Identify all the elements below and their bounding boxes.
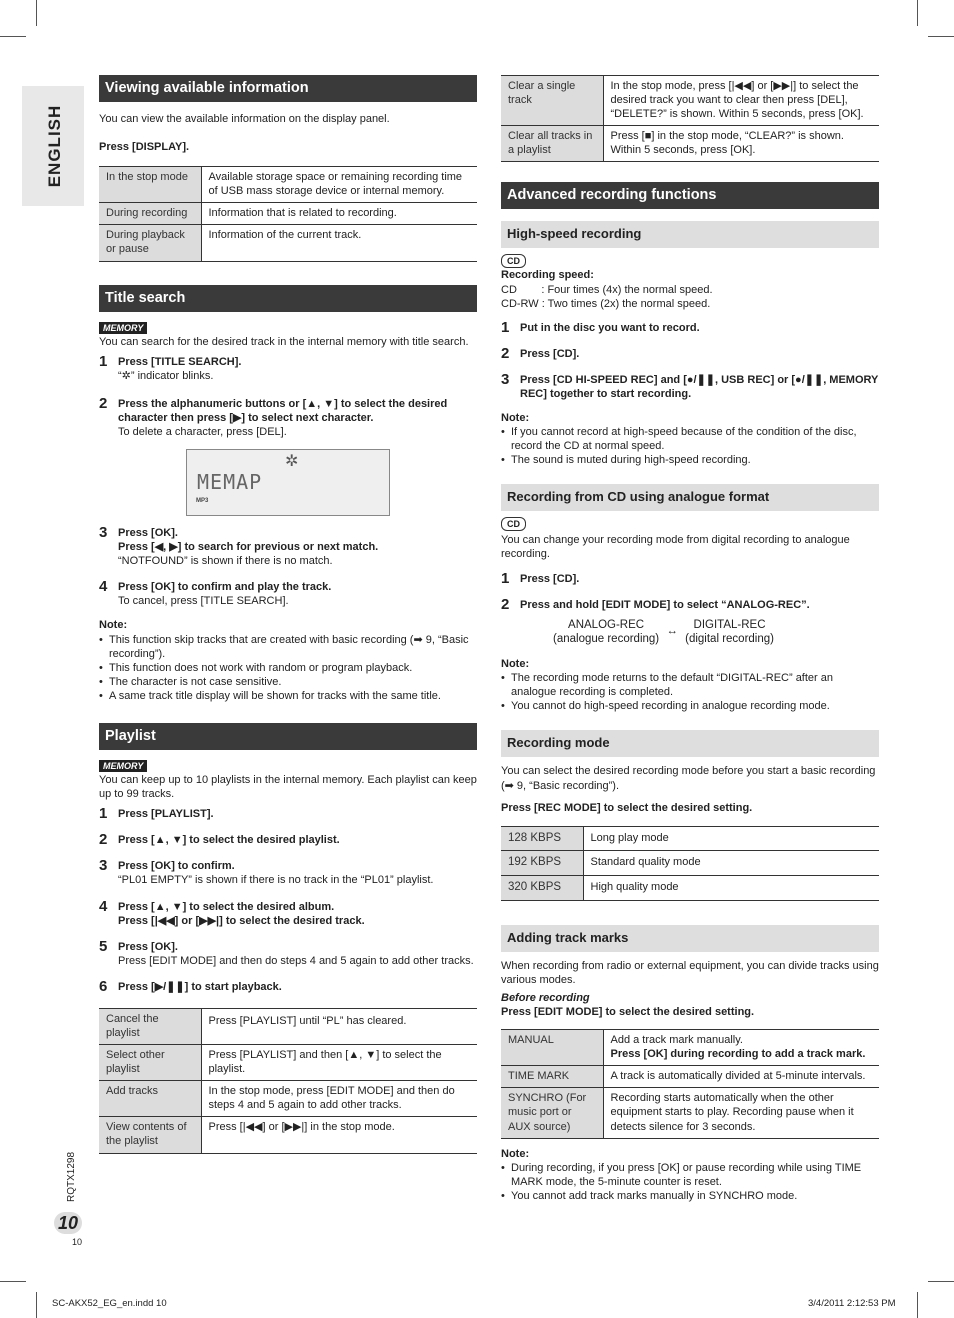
playlist-intro: You can keep up to 10 playlists in the internal memory. Each playlist can keep up to 99 tracks.: [99, 774, 477, 801]
table-key: In the stop mode: [99, 167, 201, 203]
step-instruction: Press [▲, ▼] to select the desired playlist.: [118, 834, 340, 847]
step-instruction: Press [PLAYLIST].: [118, 808, 214, 821]
crop-mark: [928, 1281, 954, 1282]
playlist-step: [99, 937, 477, 968]
recmode-intro: You can select the desired recording mode before you start a basic recording (➡ 9, “Basic recording”).: [501, 765, 876, 792]
recmode-press: Press [REC MODE] to select the desired setting.: [501, 801, 753, 814]
step-number: 3: [99, 857, 108, 875]
track-marks-intro: When recording from radio or external equipment, you can divide tracks using various modes.: [501, 959, 879, 986]
table-key: MANUAL: [501, 1030, 603, 1066]
title-search-step: [99, 526, 477, 568]
list-item: • The sound is muted during high-speed recording.: [501, 453, 879, 467]
crop-mark: [36, 1292, 37, 1318]
step-instruction: Press [TITLE SEARCH].: [118, 355, 242, 368]
step-detail: To delete a character, press [DEL].: [118, 426, 287, 439]
viewing-info-press: Press [DISPLAY].: [99, 141, 190, 154]
cd-badge: CD: [501, 254, 526, 268]
playlist-step: [99, 859, 477, 887]
step-number: 4: [99, 897, 108, 915]
list-item: • The character is not case sensitive.: [99, 675, 477, 689]
highspeed-heading: High-speed recording: [501, 221, 879, 248]
table-row: [501, 876, 879, 901]
table-row: [501, 76, 879, 126]
step-number: 3: [501, 370, 510, 388]
playlist-step: [99, 833, 477, 847]
list-item: • If you cannot record at high-speed because of the condition of the disc, record the CD at normal speed.: [501, 425, 879, 453]
blink-indicator-icon: ✲: [285, 453, 299, 471]
table-key: Cancel the playlist: [99, 1008, 201, 1044]
print-date: 3/4/2011 2:12:53 PM: [808, 1298, 896, 1309]
step-number: 2: [99, 394, 108, 412]
step-number: 2: [501, 344, 510, 362]
list-item: • This function skip tracks that are created with basic recording (➡ 9, “Basic recording”).: [99, 633, 477, 661]
highspeed-step: [501, 370, 879, 401]
table-value: Add a track mark manually.: [610, 1034, 743, 1047]
cd-badge: CD: [501, 517, 526, 531]
crop-mark: [928, 36, 954, 37]
crop-mark: [917, 1292, 918, 1318]
step-detail: To cancel, press [TITLE SEARCH].: [118, 595, 289, 608]
table-key: During playback or pause: [99, 225, 201, 261]
step-detail: “PL01 EMPTY” is shown if there is no track in the “PL01” playlist.: [118, 874, 434, 887]
table-value: Information that is related to recording.: [201, 203, 477, 225]
step-instruction: Press [OK].: [118, 527, 178, 540]
step-instruction: Press [CD].: [520, 572, 580, 585]
list-item: • You cannot add track marks manually in SYNCHRO mode.: [501, 1189, 879, 1203]
mode-analog: ANALOG-REC: [568, 618, 645, 631]
playlist-table: [99, 1008, 477, 1154]
step-number: 3: [99, 524, 108, 542]
table-value: In the stop mode, press [|◀◀] or [▶▶|] to select the desired track you want to clear then press [DEL], “DELETE?” is shown. Within 5 seconds, press [OK].: [603, 76, 879, 126]
table-key: SYNCHRO (For music port or AUX source): [501, 1088, 603, 1138]
step-number: 1: [501, 569, 510, 587]
table-key: 192 KBPS: [501, 851, 583, 876]
step-number: 1: [99, 805, 108, 823]
note-title: Note:: [99, 619, 128, 632]
step-instruction: Press [CD HI-SPEED REC] and [●/❚❚, USB REC] or [●/❚❚, MEMORY REC] together to start recording.: [520, 373, 879, 400]
title-search-notes: [99, 633, 477, 703]
highspeed-step: [501, 344, 879, 362]
table-row: [99, 1081, 477, 1117]
list-item: • You cannot do high-speed recording in analogue recording mode.: [501, 699, 879, 713]
step-number: 1: [501, 318, 510, 336]
note-title: Note:: [501, 1147, 530, 1160]
track-marks-table: [501, 1029, 879, 1138]
document-code: RQTX1298: [66, 1151, 77, 1202]
list-item: • A same track title display will be shown for tracks with the same title.: [99, 689, 477, 703]
table-row: [501, 826, 879, 851]
table-key: Select other playlist: [99, 1045, 201, 1081]
table-row: [501, 1088, 879, 1138]
step-instruction: Press [OK] to confirm.: [118, 860, 235, 873]
crop-mark: [917, 0, 918, 26]
step-detail: “NOTFOUND” is shown if there is no match.: [118, 555, 333, 568]
table-value: High quality mode: [590, 881, 679, 894]
table-value: Press [|◀◀] or [▶▶|] in the stop mode.: [208, 1121, 395, 1134]
step-number: 2: [99, 831, 108, 849]
step-instruction: Put in the disc you want to record.: [520, 321, 700, 334]
playlist-heading: Playlist: [99, 723, 477, 750]
table-row: [501, 126, 879, 162]
crop-mark: [0, 36, 26, 37]
highspeed-notes: [501, 425, 879, 467]
speed-cdrw: CD-RW : Two times (2x) the normal speed.: [501, 297, 711, 310]
table-row: [99, 1117, 477, 1153]
memory-badge: MEMORY: [99, 760, 147, 772]
lcd-display-illustration: [186, 449, 390, 516]
viewing-info-intro: You can view the available information on the display panel.: [99, 113, 390, 125]
note-title: Note:: [501, 412, 530, 425]
mode-digital: DIGITAL-REC: [693, 618, 766, 631]
memory-badge: MEMORY: [99, 322, 147, 334]
note-title: Note:: [501, 658, 530, 671]
speed-label: Recording speed:: [501, 269, 594, 282]
table-key: TIME MARK: [501, 1066, 603, 1088]
table-key: 128 KBPS: [501, 826, 583, 851]
table-key: Clear a single track: [501, 76, 603, 126]
mode-toggle-diagram: [553, 618, 879, 647]
analogue-intro: You can change your recording mode from digital recording to analogue recording.: [501, 534, 850, 561]
step-number: 6: [99, 977, 108, 995]
track-marks-heading: Adding track marks: [501, 925, 879, 952]
step-instruction: Press [▲, ▼] to select the desired album.: [118, 900, 335, 913]
table-value: A track is automatically divided at 5-minute intervals.: [603, 1066, 879, 1088]
highspeed-step: [501, 318, 879, 336]
page-number-small: 10: [72, 1237, 83, 1247]
analogue-step: [501, 595, 879, 613]
crop-mark: [36, 0, 37, 26]
analogue-notes: [501, 671, 879, 713]
table-row: [99, 1008, 477, 1044]
file-name: SC-AKX52_EG_en.indd 10: [52, 1298, 167, 1309]
title-search-step: [99, 352, 477, 383]
viewing-info-heading: Viewing available information: [99, 75, 477, 102]
table-key: Add tracks: [99, 1081, 201, 1117]
table-row: [99, 203, 477, 225]
before-recording-label: Before recording: [501, 992, 590, 1005]
step-number: 2: [501, 595, 510, 613]
table-key: Clear all tracks in a playlist: [501, 126, 603, 162]
table-value: Press [PLAYLIST] and then [▲, ▼] to select the playlist.: [201, 1045, 477, 1081]
mode-digital-desc: (digital recording): [685, 633, 774, 646]
table-value: In the stop mode, press [EDIT MODE] and then do steps 4 and 5 again to add other tracks.: [201, 1081, 477, 1117]
title-search-heading: Title search: [99, 285, 477, 312]
crop-mark: [0, 1281, 26, 1282]
table-key: View contents of the playlist: [99, 1117, 201, 1153]
right-column: [501, 75, 879, 1203]
step-instruction: Press [|◀◀] or [▶▶|] to select the desired track.: [118, 914, 365, 927]
clear-table: [501, 75, 879, 162]
track-marks-press: Press [EDIT MODE] to select the desired setting.: [501, 1006, 755, 1019]
recmode-table: [501, 826, 879, 901]
title-search-intro: You can search for the desired track in the internal memory with title search.: [99, 335, 469, 348]
table-value: Press [PLAYLIST] until “PL” has cleared.: [201, 1008, 477, 1044]
step-instruction: Press [OK] to confirm and play the track.: [118, 581, 332, 594]
table-row: [501, 1066, 879, 1088]
lcd-segment-text: MEMAP: [197, 470, 263, 495]
table-row: [99, 167, 477, 203]
language-tab: [22, 86, 84, 206]
lcd-mp3-label: MP3: [196, 498, 209, 505]
page-number: 10: [54, 1212, 82, 1234]
step-number: 4: [99, 578, 108, 596]
step-instruction: Press and hold [EDIT MODE] to select “ANALOG-REC”.: [520, 598, 810, 611]
left-column: [99, 75, 477, 1154]
table-row: [501, 851, 879, 876]
list-item: • During recording, if you press [OK] or pause recording while using TIME MARK mode, the 5-minute counter is reset.: [501, 1161, 879, 1189]
advanced-heading: Advanced recording functions: [501, 182, 879, 209]
step-instruction: Press the alphanumeric buttons or [▲, ▼] to select the desired character then press [▶] to select next character.: [118, 397, 448, 424]
step-instruction: Press [OK].: [118, 940, 178, 953]
step-detail: Press [EDIT MODE] and then do steps 4 and 5 again to add other tracks.: [118, 954, 474, 967]
recmode-heading: Recording mode: [501, 730, 879, 757]
table-key: During recording: [99, 203, 201, 225]
step-instruction: Press [◀, ▶] to search for previous or next match.: [118, 541, 379, 554]
step-number: 1: [99, 352, 108, 370]
title-search-step: [99, 394, 477, 439]
table-value: Standard quality mode: [583, 851, 879, 876]
table-value: Press [■] in the stop mode, “CLEAR?” is shown. Within 5 seconds, press [OK].: [610, 130, 844, 157]
step-detail: “✲” indicator blinks.: [118, 369, 214, 382]
table-key: 320 KBPS: [501, 876, 583, 901]
mode-analog-desc: (analogue recording): [553, 633, 660, 646]
analogue-step: [501, 569, 879, 587]
toggle-arrow-icon: ↔: [666, 624, 678, 637]
table-row: [99, 225, 477, 261]
track-marks-notes: [501, 1161, 879, 1203]
step-instruction: Press [CD].: [520, 347, 580, 360]
step-instruction: Press [▶/❚❚] to start playback.: [118, 980, 282, 993]
table-value-bold: Press [OK] during recording to add a track mark.: [610, 1048, 866, 1061]
table-row: [99, 1045, 477, 1081]
playlist-step: [99, 897, 477, 928]
table-value: Recording starts automatically when the other equipment starts to play. Recording pause when it detects silence for 3 seconds.: [610, 1092, 854, 1133]
table-value: Available storage space or remaining recording time of USB mass storage device or internal memory.: [201, 167, 477, 203]
title-search-step: [99, 580, 477, 608]
table-value: Long play mode: [583, 826, 879, 851]
table-value: Information of the current track.: [208, 229, 362, 242]
table-row: [501, 1030, 879, 1066]
analogue-heading: Recording from CD using analogue format: [501, 484, 879, 511]
playlist-step: [99, 977, 477, 995]
language-tab-label: ENGLISH: [45, 104, 65, 188]
playlist-step: [99, 807, 477, 821]
list-item: • The recording mode returns to the default “DIGITAL-REC” after an analogue recording is completed.: [501, 671, 879, 699]
step-number: 5: [99, 937, 108, 955]
viewing-info-table: [99, 166, 477, 261]
speed-cd: CD : Four times (4x) the normal speed.: [501, 283, 713, 296]
list-item: • This function does not work with random or program playback.: [99, 661, 477, 675]
